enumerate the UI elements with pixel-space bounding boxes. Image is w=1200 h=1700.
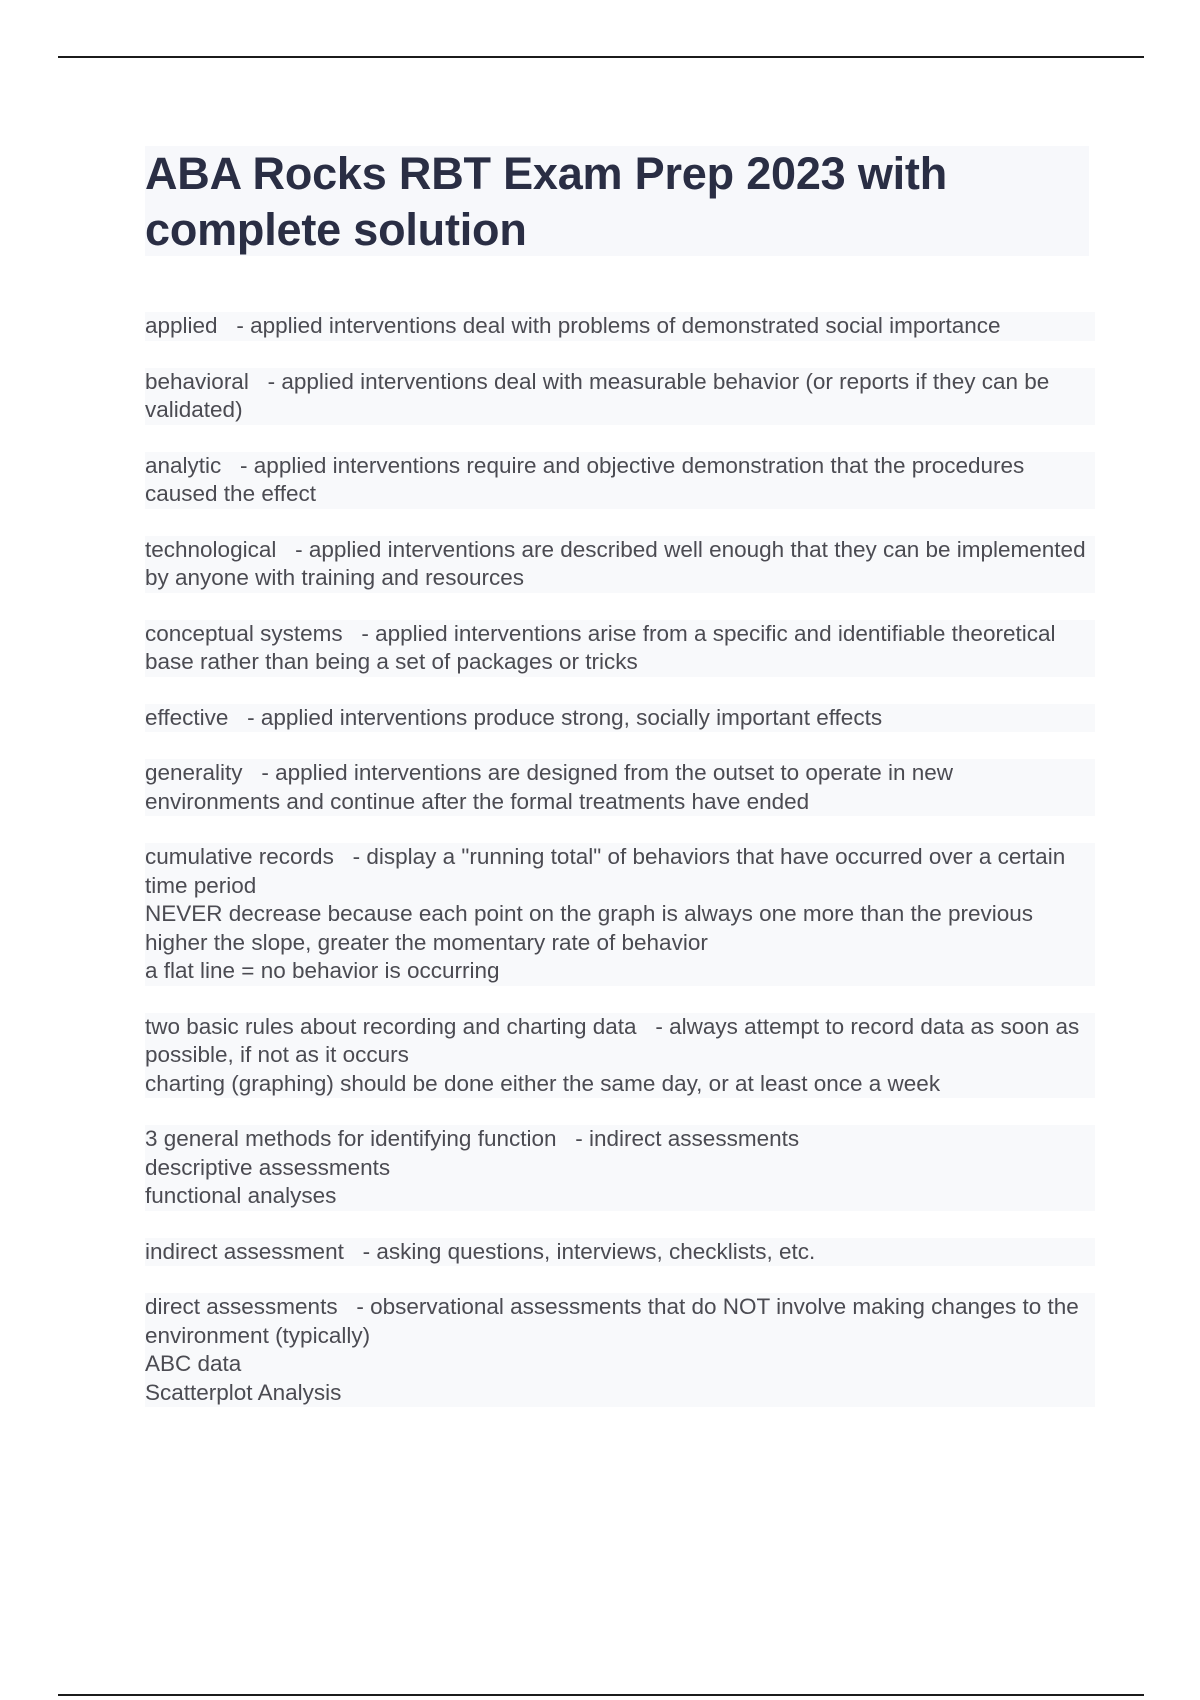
qa-definition: applied interventions arise from a specific and identifiable theoretical base rather than being a set of packages or tricks [145, 620, 1056, 674]
qa-item-indirect-assessment: indirect assessment - asking questions, interviews, checklists, etc. [145, 1238, 1095, 1267]
qa-definition: display a "running total" of behaviors that have occurred over a certain time period NEVER decrease because each point on the graph is always one more than the previous higher the slope, greater the momentary rate of behavior a flat line = no behavior is occurring [145, 844, 1066, 983]
document-title [145, 146, 1089, 258]
qa-term: 3 general methods for identifying function [145, 1126, 557, 1151]
qa-definition: applied interventions deal with measurable behavior (or reports if they can be validated) [145, 368, 1050, 422]
qa-term: direct assessments [145, 1294, 338, 1319]
qa-definition: applied interventions deal with problems of demonstrated social importance [250, 313, 1001, 338]
qa-item-conceptual-systems: conceptual systems - applied interventions arise from a specific and identifiable theoretical base rather than being a set of packages or tricks [145, 620, 1095, 677]
qa-term: applied [145, 313, 218, 338]
qa-term: two basic rules about recording and charting data [145, 1013, 637, 1039]
qa-item-function-methods: 3 general methods for identifying function - indirect assessments descriptive assessments functional analyses [145, 1125, 1095, 1211]
qa-item-analytic: analytic - applied interventions require and objective demonstration that the procedures caused the effect [145, 452, 1095, 509]
qa-term: conceptual systems [145, 620, 343, 646]
qa-item-cumulative-records: cumulative records - display a "running total" of behaviors that have occurred over a certain time period NEVER decrease because each point on the graph is always one more than the previous higher the slope, greater the momentary rate of behavior a flat line = no behavior is occurring [145, 843, 1095, 986]
qa-term: generality [145, 760, 243, 785]
qa-list [145, 312, 1095, 1434]
qa-term: cumulative records [145, 844, 334, 869]
qa-term: technological [145, 536, 277, 562]
qa-item-applied: applied - applied interventions deal with problems of demonstrated social importance [145, 312, 1095, 341]
qa-term: effective [145, 704, 229, 730]
qa-term: behavioral [145, 368, 249, 394]
qa-definition: indirect assessments descriptive assessments functional analyses [145, 1126, 800, 1208]
title-block [145, 146, 1089, 256]
qa-definition: applied interventions require and objective demonstration that the procedures caused the effect [145, 452, 1025, 506]
qa-item-behavioral: behavioral - applied interventions deal with measurable behavior (or reports if they can be validated) [145, 368, 1095, 425]
qa-definition: applied interventions are described well enough that they can be implemented by anyone with training and resources [145, 536, 1086, 590]
qa-item-recording-rules: two basic rules about recording and charting data - always attempt to record data as soon as possible, if not as it occurs charting (graphing) should be done either the same day, or at least once a week [145, 1013, 1095, 1099]
qa-item-effective: effective - applied interventions produce strong, socially important effects [145, 704, 1095, 733]
qa-item-technological: technological - applied interventions are described well enough that they can be implemented by anyone with training and resources [145, 536, 1095, 593]
qa-definition: asking questions, interviews, checklists, etc. [376, 1238, 816, 1264]
qa-item-generality: generality - applied interventions are designed from the outset to operate in new environments and continue after the formal treatments have ended [145, 759, 1095, 816]
qa-definition: always attempt to record data as soon as possible, if not as it occurs charting (graphing) should be done either the same day, or at least once a week [145, 1013, 1080, 1096]
title-line-2: complete solution [145, 204, 527, 255]
footer-rule [58, 1694, 1144, 1696]
qa-definition: observational assessments that do NOT involve making changes to the environment (typically) ABC data Scatterplot Analysis [145, 1294, 1079, 1405]
qa-definition: applied interventions produce strong, socially important effects [260, 704, 883, 730]
qa-item-direct-assessments: direct assessments - observational assessments that do NOT involve making changes to the environment (typically) ABC data Scatterplot Analysis [145, 1293, 1095, 1407]
header-rule [58, 56, 1144, 58]
qa-term: analytic [145, 452, 222, 478]
qa-definition: applied interventions are designed from the outset to operate in new environments and continue after the formal treatments have ended [145, 760, 953, 814]
qa-term: indirect assessment [145, 1238, 344, 1264]
title-line-1: ABA Rocks RBT Exam Prep 2023 with [145, 148, 947, 199]
